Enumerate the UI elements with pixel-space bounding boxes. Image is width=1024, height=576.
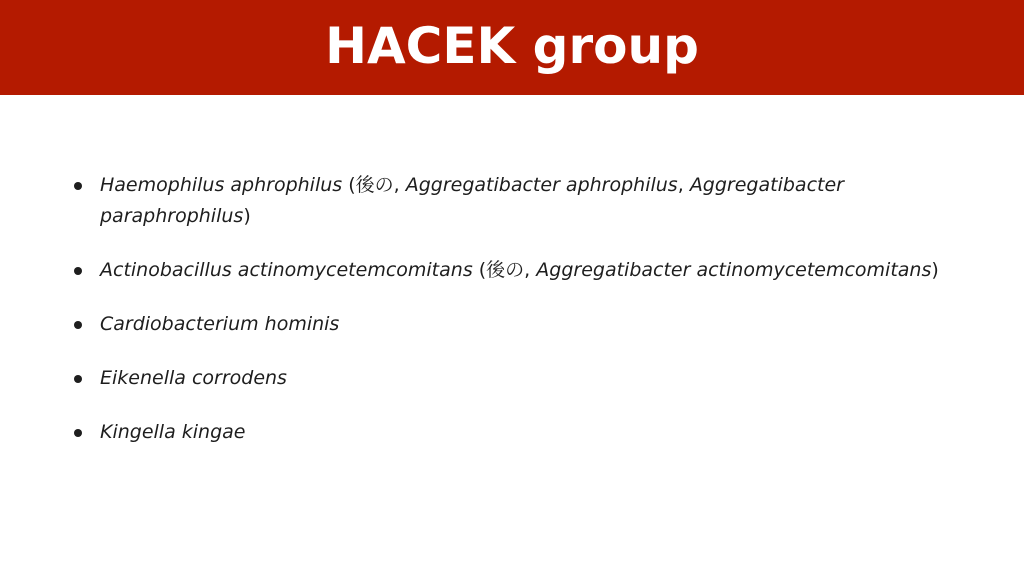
note-close: ) bbox=[931, 259, 939, 281]
bullet-icon bbox=[74, 321, 82, 329]
note-close: ) bbox=[243, 205, 251, 227]
alternate-name: Aggregatibacter aphrophilus bbox=[405, 174, 678, 196]
organism-name: Cardiobacterium hominis bbox=[100, 313, 340, 335]
slide-title: HACEK group bbox=[325, 16, 699, 75]
list-item bbox=[68, 363, 968, 394]
note-open: (後の, bbox=[472, 259, 537, 281]
slide-body bbox=[68, 170, 968, 471]
separator: , bbox=[677, 174, 690, 196]
bullet-icon bbox=[74, 267, 82, 275]
list-item bbox=[68, 417, 968, 448]
list-item bbox=[68, 170, 968, 232]
note-open: (後の, bbox=[342, 174, 406, 196]
organism-list bbox=[68, 170, 968, 448]
list-item bbox=[68, 255, 968, 286]
organism-name: Eikenella corrodens bbox=[100, 367, 287, 389]
alternate-name: Aggregatibacter actinomycetemcomitans bbox=[536, 259, 932, 281]
organism-name: Haemophilus aphrophilus bbox=[100, 174, 343, 196]
organism-name: Kingella kingae bbox=[100, 421, 246, 443]
alternate-name: Aggregatibacter paraphrophilus bbox=[100, 174, 844, 227]
bullet-icon bbox=[74, 429, 82, 437]
organism-name: Actinobacillus actinomycetemcomitans bbox=[100, 259, 473, 281]
bullet-icon bbox=[74, 375, 82, 383]
list-item bbox=[68, 309, 968, 340]
bullet-icon bbox=[74, 182, 82, 190]
title-bar bbox=[0, 0, 1024, 95]
